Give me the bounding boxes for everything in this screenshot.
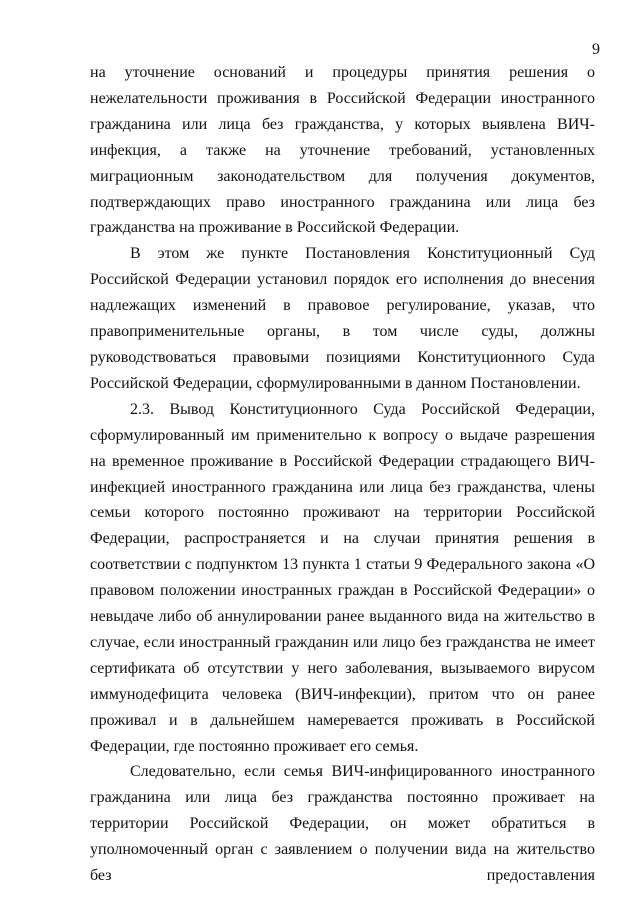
page-number: 9 [592, 41, 600, 58]
document-body [90, 60, 595, 889]
paragraph-resolution-procedure: В этом же пункте Постановления Конституционный Суд Российской Федерации установил порядок его исполнения до внесения надлежащих изменений в правовое регулирование, указав, что правоприменительные органы, в том числе суды, должны руководствоваться правовыми позициями Конституционного Суда Российской Федерации, сформулированными в данном Постановлении. [90, 245, 595, 392]
paragraph-consequently: Следовательно, если семья ВИЧ-инфицированного иностранного гражданина или лица без гражданства постоянно проживает на территории Российской Федерации, он может обратиться в уполномоченный орган с заявлением о получении вида на жительство без предоставления [90, 763, 595, 885]
paragraph-continuation: на уточнение оснований и процедуры принятия решения о нежелательности проживания в Российской Федерации иностранного гражданина или лица без гражданства, у которых выявлена ВИЧ-инфекция, а также на уточнение требований, установленных миграционным законодательством для получения документов, подтверждающих право иностранного гражданина или лица без гражданства на проживание в Российской Федерации. [90, 64, 595, 237]
paragraph-section-2-3: 2.3. Вывод Конституционного Суда Российской Федерации, сформулированный им применительно к вопросу о выдаче разрешения на временное проживание в Российской Федерации страдающего ВИЧ-инфекцией иностранного гражданина или лица без гражданства, члены семьи которого постоянно проживают на территории Российской Федерации, распространяется и на случаи принятия решения в соответствии с подпунктом 13 пункта 1 статьи 9 Федерального закона «О правовом положении иностранных граждан в Российской Федерации» о невыдаче либо об аннулировании ранее выданного вида на жительство в случае, если иностранный гражданин или лицо без гражданства не имеет сертификата об отсутствии у него заболевания, вызываемого вирусом иммунодефицита человека (ВИЧ-инфекции), притом что он ранее проживал и в дальнейшем намеревается проживать в Российской Федерации, где постоянно проживает его семья. [90, 400, 595, 755]
